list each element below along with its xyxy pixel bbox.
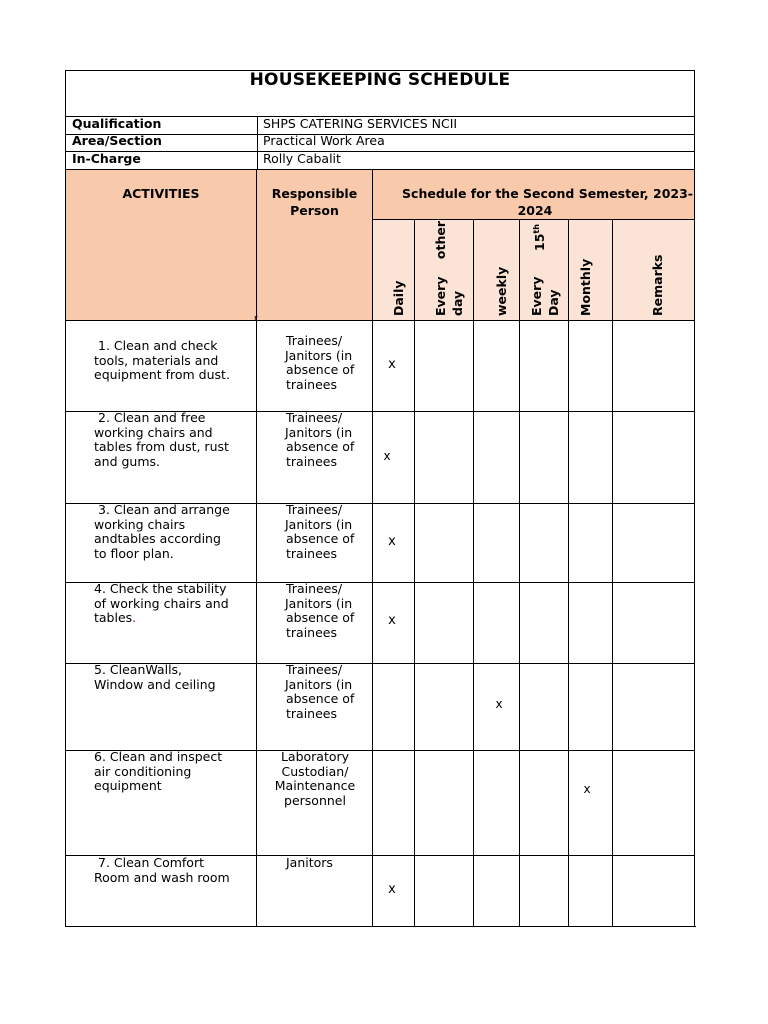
- activity-line: working chairs: [94, 516, 186, 532]
- activity-line: equipment from dust.: [94, 367, 230, 382]
- responsible-line: Trainees/: [286, 662, 343, 677]
- responsible-header: [257, 185, 372, 219]
- responsible-line: Janitors (in: [285, 595, 353, 611]
- responsible-line: trainees: [286, 376, 337, 392]
- in-charge-value: Rolly Cabalit: [263, 151, 341, 166]
- table-line: [612, 219, 613, 927]
- responsible-line: trainees: [286, 545, 337, 561]
- fifteenth-number: 15: [532, 233, 548, 251]
- fifteenth-suffix: th: [532, 224, 541, 234]
- responsible-line: Trainees/: [286, 333, 343, 348]
- activity-line: 2. Clean and free: [98, 410, 206, 425]
- activity-line: 7. Clean Comfort: [98, 855, 204, 870]
- page-title: HOUSEKEEPING SCHEDULE: [249, 70, 511, 90]
- responsible-header-line2: Person: [290, 203, 339, 218]
- activity-cell: [94, 339, 252, 383]
- table-line: [256, 169, 257, 927]
- activity-line: 5. CleanWalls,: [94, 662, 183, 677]
- table-line: [257, 116, 258, 170]
- remarks-header: Remarks: [650, 254, 665, 316]
- activity-line: to floor plan.: [94, 545, 174, 561]
- table-line: [65, 169, 695, 170]
- responsible-cell: [258, 411, 372, 469]
- activity-line: tables from dust, rust: [94, 439, 229, 454]
- activity-line: 6. Clean and inspect: [94, 749, 223, 764]
- activity-line: 1. Clean and check: [98, 338, 218, 353]
- red-period: .: [132, 610, 137, 625]
- responsible-line: absence of: [286, 439, 355, 454]
- qualification-label: Qualification: [72, 116, 162, 131]
- activities-header: ACTIVITIES: [122, 186, 200, 201]
- activity-line: 3. Clean and arrange: [98, 502, 230, 517]
- activity-text: tables: [94, 610, 133, 625]
- responsible-line: trainees: [286, 453, 337, 469]
- activity-cell: [94, 411, 252, 469]
- area-section-label: Area/Section: [72, 133, 162, 148]
- fifteenth-header-line3: Day: [546, 289, 561, 316]
- responsible-cell: [258, 503, 372, 561]
- schedule-mark: x: [388, 613, 396, 628]
- table-line: [65, 151, 695, 152]
- activity-cell: [94, 503, 252, 561]
- table-line: [65, 320, 695, 321]
- responsible-line: Laboratory: [280, 749, 350, 764]
- fifteenth-header-line2: Every: [529, 276, 544, 316]
- responsible-line: personnel: [284, 792, 346, 808]
- schedule-mark: x: [583, 782, 591, 796]
- daily-header: Daily: [391, 280, 406, 316]
- schedule-mark: x: [495, 697, 503, 711]
- activity-line: working chairs and: [94, 424, 213, 440]
- activity-line: of working chairs and: [94, 595, 229, 611]
- table-line: [372, 169, 373, 927]
- responsible-line: Trainees/: [286, 410, 343, 425]
- responsible-header-line1: Responsible: [271, 186, 358, 201]
- responsible-line: trainees: [286, 624, 337, 640]
- responsible-line: Trainees/: [286, 502, 343, 517]
- table-line: [568, 219, 569, 927]
- activity-line: air conditioning: [94, 763, 192, 779]
- activity-line: andtables according: [94, 531, 221, 546]
- weekly-header: weekly: [494, 266, 509, 316]
- activity-line: tools, materials and: [94, 352, 219, 368]
- responsible-cell: [258, 334, 372, 392]
- responsible-line: Janitors (in: [285, 347, 353, 363]
- activity-line: [94, 611, 252, 626]
- area-section-value: Practical Work Area: [263, 133, 385, 148]
- responsible-cell: [258, 582, 372, 640]
- responsible-cell: [258, 856, 372, 871]
- responsible-line: absence of: [286, 531, 355, 546]
- responsible-cell: [258, 750, 372, 808]
- table-line: [519, 219, 520, 927]
- schedule-header-line1: Schedule for the Second Semester, 2023-: [402, 186, 693, 201]
- schedule-mark: x: [383, 449, 391, 463]
- table-line: [373, 219, 695, 220]
- responsible-line: Janitors (in: [285, 424, 353, 440]
- activity-cell: [94, 663, 252, 692]
- monthly-header: Monthly: [578, 258, 593, 316]
- activity-cell: [94, 856, 252, 885]
- responsible-line: Custodian/: [281, 763, 349, 779]
- schedule-mark: x: [388, 357, 396, 372]
- in-charge-label: In-Charge: [72, 151, 141, 166]
- table-line: [473, 219, 474, 927]
- activity-cell: [94, 750, 252, 794]
- activity-line: equipment: [94, 778, 162, 793]
- table-line: [414, 219, 415, 927]
- responsible-line: Janitors (in: [285, 516, 353, 532]
- responsible-line: absence of: [286, 691, 355, 706]
- schedule-header: [375, 185, 695, 219]
- responsible-line: absence of: [286, 610, 355, 625]
- fifteenth-header-line1: [529, 224, 547, 251]
- qualification-value: SHPS CATERING SERVICES NCII: [263, 116, 458, 131]
- activity-line: Window and ceiling: [94, 676, 216, 692]
- responsible-cell: [258, 663, 372, 721]
- responsible-line: Janitors (in: [285, 676, 353, 692]
- stray-mark: r: [254, 314, 258, 324]
- every-other-day-header-line2: day: [450, 290, 465, 316]
- responsible-line: absence of: [286, 362, 355, 377]
- table-border-bottom: [65, 926, 696, 927]
- schedule-header-line2: 2024: [517, 203, 553, 218]
- responsible-line: Janitors: [286, 855, 333, 870]
- schedule-mark: x: [388, 882, 396, 897]
- responsible-line: Maintenance: [274, 778, 356, 793]
- activity-line: and gums.: [94, 453, 161, 469]
- schedule-mark: x: [388, 534, 396, 549]
- activity-line: Room and wash room: [94, 869, 230, 885]
- responsible-line: Trainees/: [286, 581, 343, 596]
- activity-line: 4. Check the stability: [94, 581, 227, 596]
- responsible-line: trainees: [286, 705, 337, 721]
- every-other-day-header-line1: Every other: [433, 221, 448, 316]
- activity-cell: [94, 582, 252, 626]
